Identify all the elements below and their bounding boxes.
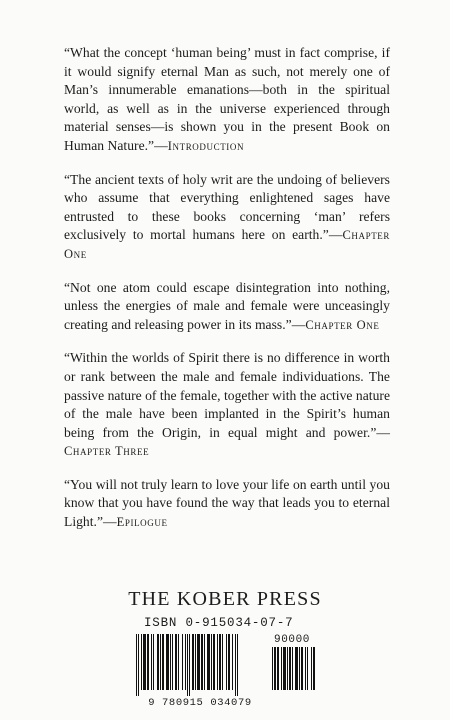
barcode-bar xyxy=(217,634,218,690)
quote-text: “You will not truly learn to love your life on earth until you know that you have found the way that leads you to eternal Light.”— xyxy=(64,476,390,530)
barcode-bar xyxy=(143,634,146,690)
barcode-bar xyxy=(289,647,291,690)
quote-introduction xyxy=(64,44,390,156)
price-code: 90000 xyxy=(274,634,311,646)
barcode-bar xyxy=(295,647,298,690)
barcode-bar xyxy=(228,634,230,690)
quotes-block xyxy=(64,44,390,547)
quote-source: Chapter Three xyxy=(64,444,150,459)
barcode-bar xyxy=(182,634,183,690)
quote-source: Chapter One xyxy=(305,317,380,332)
barcode-bar xyxy=(232,634,233,690)
barcode-bar xyxy=(141,634,142,690)
ean-barcode-bars xyxy=(136,634,272,696)
barcode-bar xyxy=(299,647,300,690)
barcode-bar xyxy=(305,647,306,690)
publisher-name: THE KOBER PRESS xyxy=(128,588,322,610)
barcode-bar xyxy=(207,634,210,690)
barcode-bar xyxy=(175,634,177,690)
barcode-bar xyxy=(147,634,149,690)
barcode-bar xyxy=(136,634,137,696)
barcode-bar xyxy=(157,634,159,690)
barcode-bar xyxy=(151,634,152,690)
quote-source: Introduction xyxy=(167,138,245,153)
barcode-bar xyxy=(272,647,273,690)
barcode-bar xyxy=(281,647,282,690)
quote-epilogue xyxy=(64,476,390,532)
quote-text: “Not one atom could escape disintegration into nothing, unless the energies of male and female were unceasingly creating and releasing power in its mass.”— xyxy=(64,279,390,332)
barcode-bar xyxy=(213,634,215,690)
barcode-bar xyxy=(185,634,186,690)
barcode-bar xyxy=(201,634,203,690)
quote-source: Epilogue xyxy=(116,515,168,530)
isbn-barcode xyxy=(128,614,328,714)
barcode-bar xyxy=(178,634,179,690)
barcode-bar xyxy=(311,647,312,690)
barcode-bar xyxy=(222,634,223,690)
barcode-bar xyxy=(197,634,200,690)
quote-text: “The ancient texts of holy writ are the undoing of believers who assume that everything enlightened sages have entrusted to these books concerning ‘man’ refers exclusively to mortal humans here on earth.”— xyxy=(64,171,390,243)
barcode-bar xyxy=(301,647,303,690)
barcode-bar xyxy=(172,634,173,690)
barcode-bar xyxy=(166,634,169,690)
barcode-bar xyxy=(235,634,236,696)
barcode-bar xyxy=(160,634,161,690)
barcode-bar xyxy=(189,634,190,696)
quote-chapter-one-b xyxy=(64,279,390,335)
barcode-bar xyxy=(277,647,279,690)
isbn-label: ISBN 0-915034-07-7 xyxy=(144,616,294,630)
ean-digits: 9 780915 034079 xyxy=(148,697,252,709)
barcode-bar xyxy=(287,647,288,690)
barcode-bar xyxy=(237,634,238,696)
quote-chapter-one-a xyxy=(64,171,390,264)
barcode-bar xyxy=(274,647,276,690)
barcode-bar xyxy=(313,647,315,690)
barcode-bar xyxy=(283,647,286,690)
quote-text: “What the concept ‘human being’ must in fact comprise, if it would signify eternal Man as such, not merely one of Man’s innumerable emanations—both in the spiritual world, as well as in the universe experienced through material senses—is shown you in the present Book on Human Nature.”— xyxy=(64,45,390,153)
barcode-bar xyxy=(153,634,154,690)
barcode-bar xyxy=(211,634,212,690)
quote-text: “Within the worlds of Spirit there is no difference in worth or rank between the male and female individuations. The passive nature of the female, together with the active nature of the male have been implanted in the Spirit’s human being from the Origin, in equal might and power.”— xyxy=(64,350,390,440)
barcode-bar xyxy=(187,634,188,696)
barcode-bar xyxy=(219,634,221,690)
barcode-bar xyxy=(226,634,227,690)
barcode-bar xyxy=(192,634,194,690)
barcode-bar xyxy=(195,634,196,690)
barcode-bar xyxy=(307,647,308,690)
addon-barcode-bars xyxy=(272,647,322,696)
barcode-bar xyxy=(138,634,139,696)
quote-chapter-three xyxy=(64,349,390,461)
barcode-bar xyxy=(292,647,293,690)
barcode-bar xyxy=(162,634,164,690)
barcode-bar xyxy=(204,634,205,690)
quote-source: Chapter One xyxy=(64,228,390,261)
barcode-bar xyxy=(170,634,171,690)
